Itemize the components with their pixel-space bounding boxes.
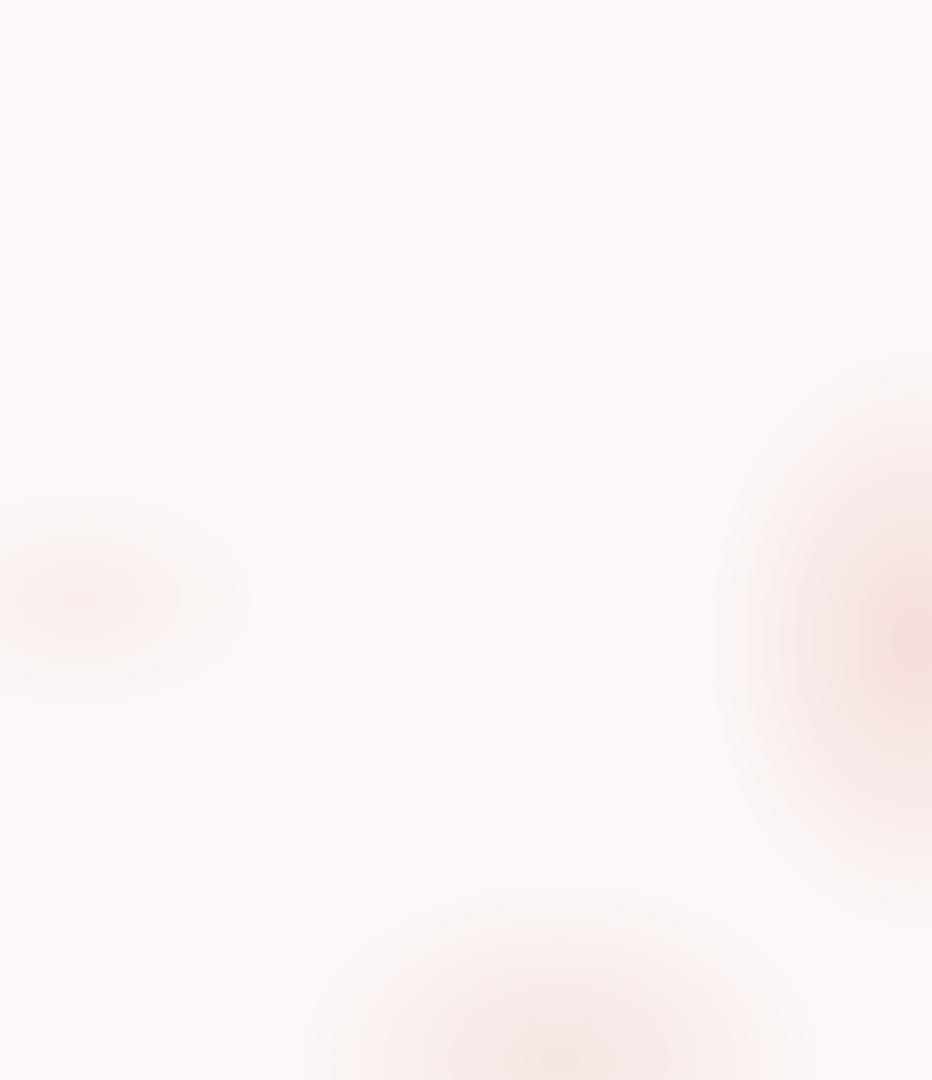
rice-section: [491, 666, 907, 906]
menu-item-fr5: [491, 813, 907, 835]
menu-item-fr4: [491, 782, 907, 804]
combo-section: [491, 922, 907, 1052]
beef-section: [491, 20, 907, 270]
noodles-section: [27, 605, 439, 985]
seafood-section: [491, 450, 907, 650]
vegetable-section: [491, 290, 907, 430]
house-special-section: [27, 20, 439, 580]
